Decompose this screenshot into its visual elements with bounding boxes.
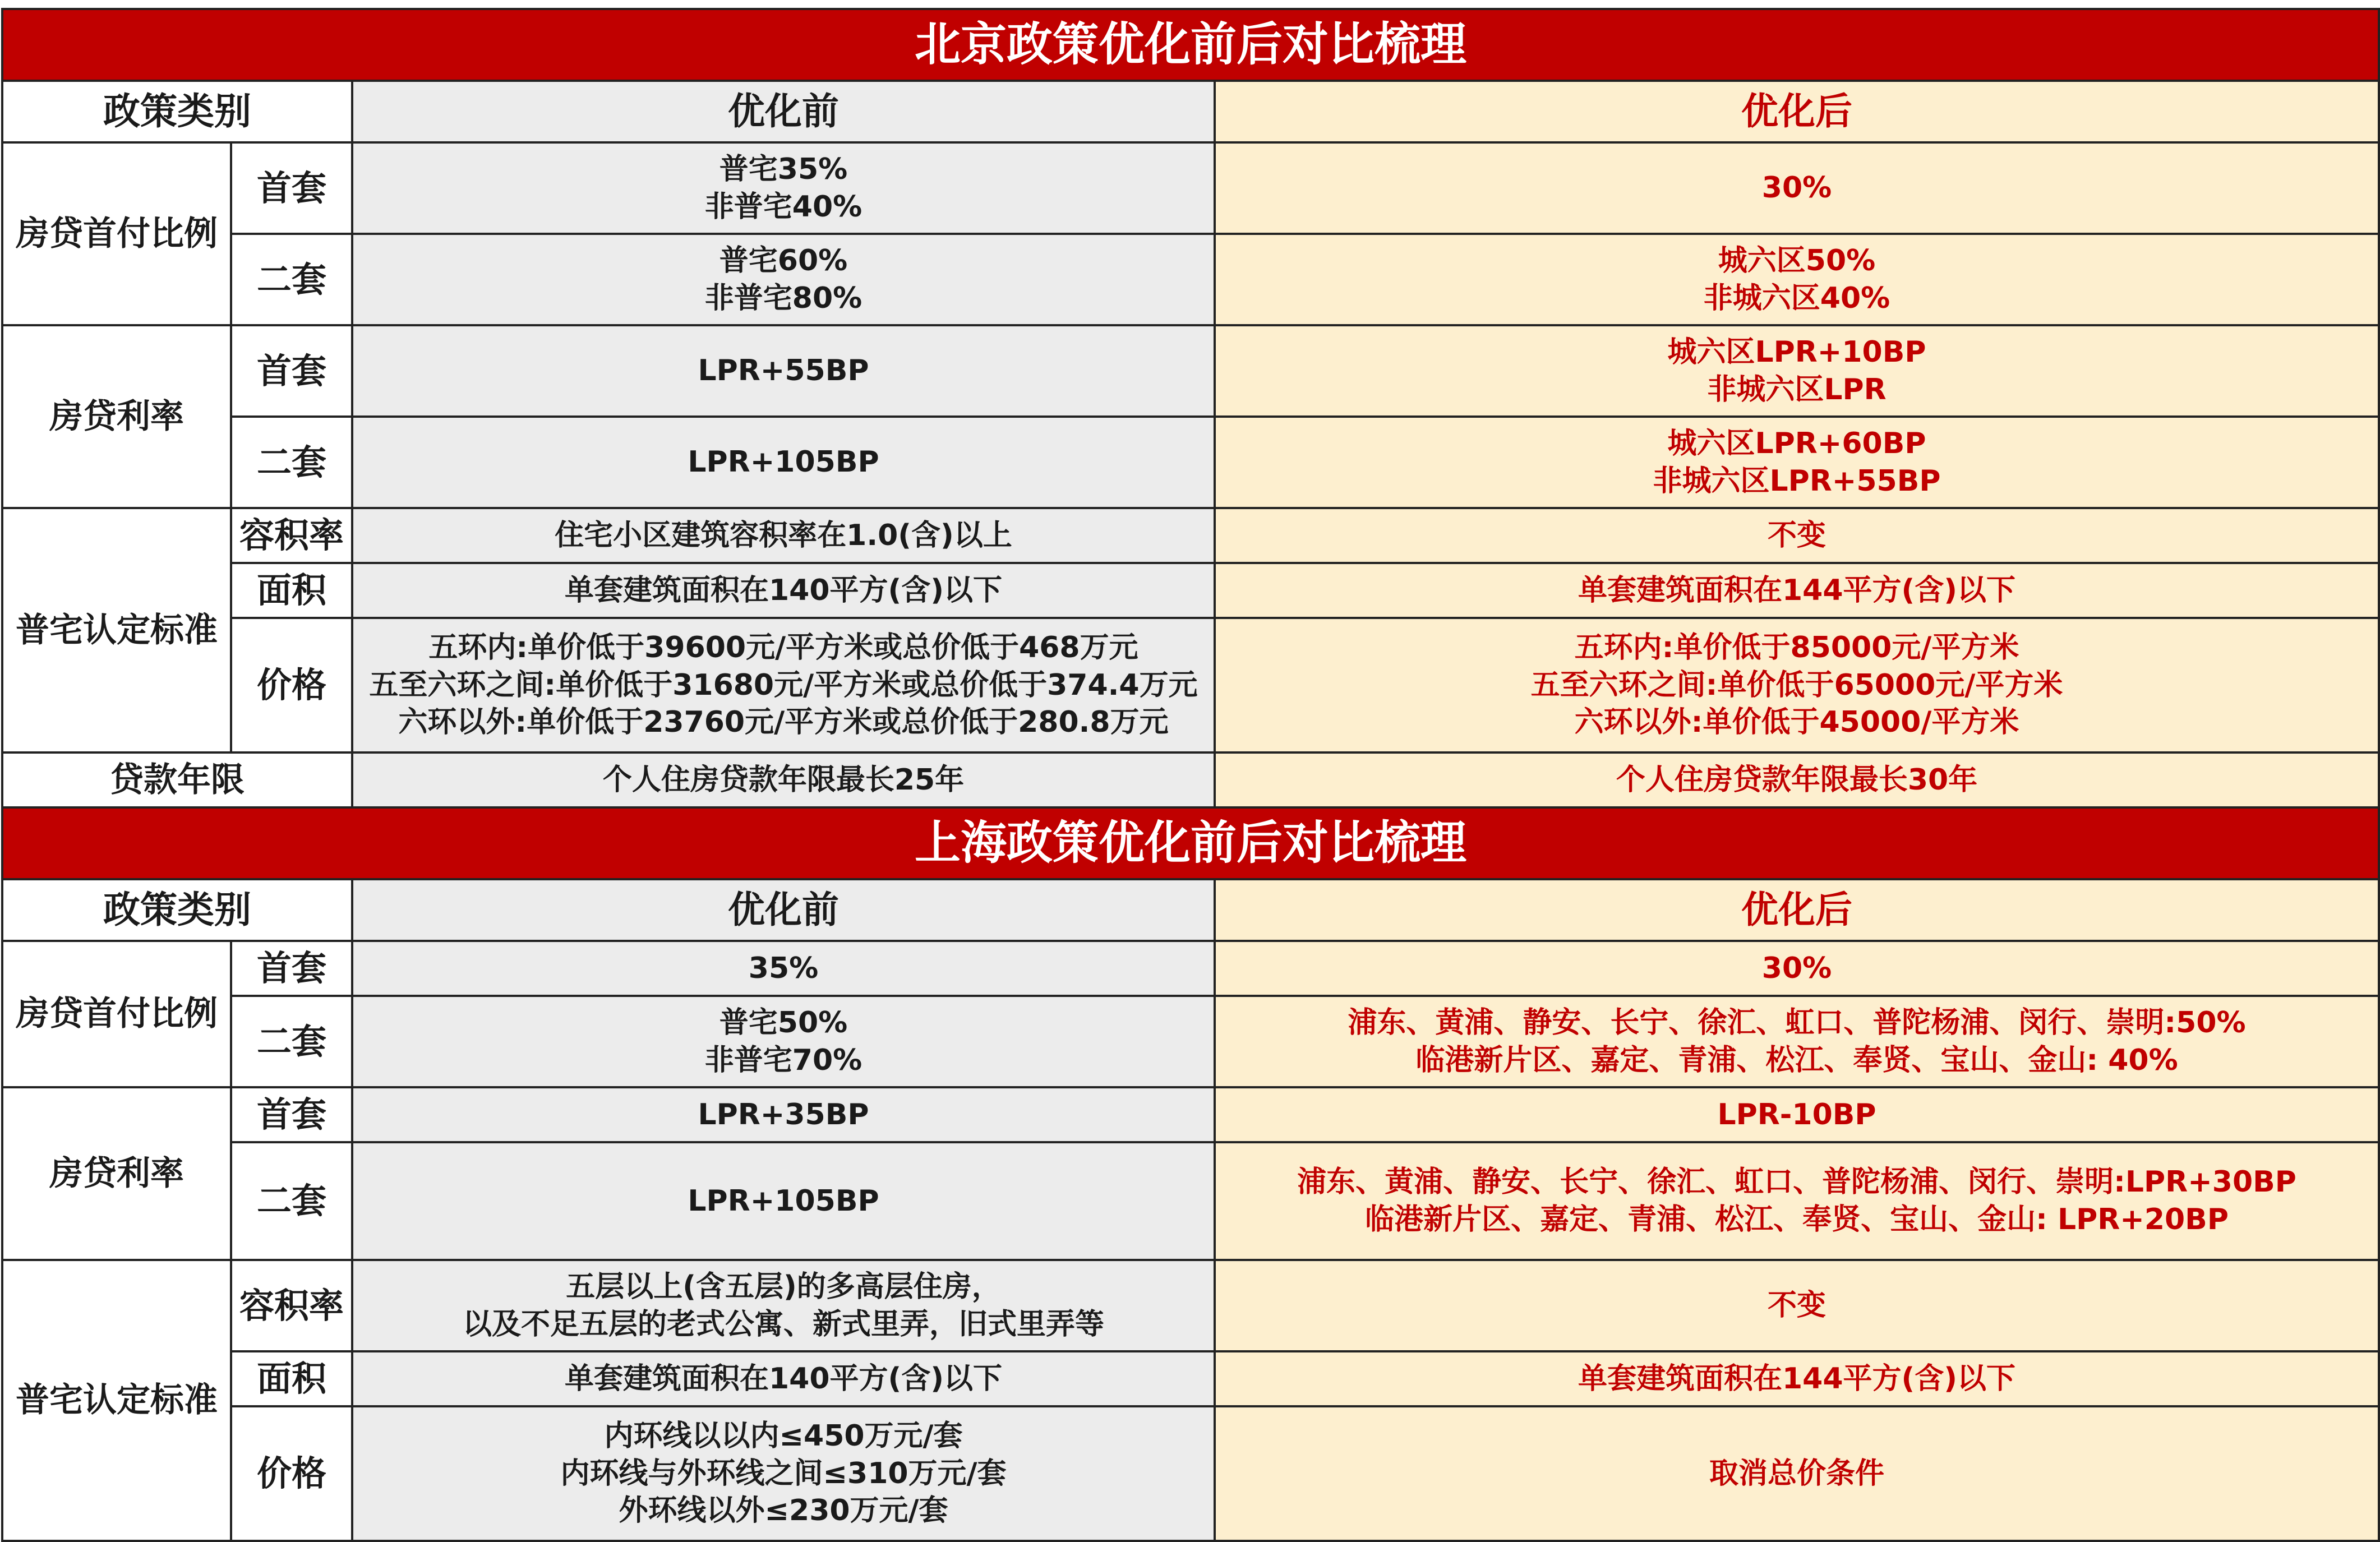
policy-comparison [1,8,2378,1542]
text-line: LPR-10BP [1717,1097,1876,1132]
text-line: 城六区LPR+60BP [1667,426,1926,460]
shanghai-standard-area-row [2,1351,2379,1406]
text-line: 取消总价条件 [1709,1456,1885,1490]
beijing-rate-second-row [2,417,2379,508]
beijing-loan-term-category: 贷款年限 [2,752,352,807]
shanghai-standard-plot-label: 容积率 [231,1260,352,1351]
text-line: 非普宅80% [704,281,862,315]
text-line: 普宅50% [719,1005,848,1040]
beijing-standard-price-after [1215,618,2379,752]
beijing-standard-area-before [352,563,1215,618]
beijing-down-payment-second-label: 二套 [231,234,352,325]
beijing-standard-price-before [352,618,1215,752]
text-line: 单套建筑面积在140平方(含)以下 [564,1361,1003,1396]
beijing-down-payment-first-before [352,142,1215,234]
text-line: 浦东、黄浦、静安、长宁、徐汇、虹口、普陀杨浦、闵行、崇明:50% [1348,1005,2246,1040]
text-line: 五环内:单价低于39600元/平方米或总价低于468万元 [428,631,1138,665]
text-line: 六环以外:单价低于45000/平方米 [1574,705,2019,740]
shanghai-down-payment-second-after [1215,996,2379,1087]
text-line: 以及不足五层的老式公寓、新式里弄，旧式里弄等 [462,1307,1104,1341]
shanghai-rate-first-after [1215,1087,2379,1142]
shanghai-standard-area-label: 面积 [231,1351,352,1406]
shanghai-header-row [2,879,2379,941]
shanghai-down-payment-second-before [352,996,1215,1087]
text-line: 城六区LPR+10BP [1667,335,1926,369]
shanghai-down-payment-first-after [1215,941,2379,996]
shanghai-down-payment-first-before [352,941,1215,996]
beijing-standard-plot-label: 容积率 [231,508,352,563]
shanghai-standard-price-label: 价格 [231,1406,352,1541]
text-line: 不变 [1768,1289,1826,1323]
shanghai-standard-plot-after [1215,1260,2379,1351]
text-line: 住宅小区建筑容积率在1.0(含)以上 [555,518,1012,552]
text-line: 非城六区LPR+55BP [1653,464,1941,498]
text-line: 普宅60% [719,243,848,278]
text-line: 浦东、黄浦、静安、长宁、徐汇、虹口、普陀杨浦、闵行、崇明:LPR+30BP [1297,1165,2296,1199]
text-line: 临港新片区、嘉定、青浦、松江、奉贤、宝山、金山: LPR+20BP [1365,1203,2229,1236]
text-line: 内环线以以内≤450万元/套 [604,1419,963,1453]
shanghai-down-payment-first-label: 首套 [231,941,352,996]
shanghai-down-payment-second-row [2,996,2379,1087]
text-line: 五至六环之间:单价低于31680元/平方米或总价低于374.4万元 [369,668,1198,702]
beijing-rate-second-after [1215,417,2379,508]
beijing-rate-first-label: 首套 [231,325,352,417]
text-line: LPR+35BP [698,1097,869,1132]
shanghai-header-before: 优化前 [352,879,1215,941]
shanghai-down-payment-category: 房贷首付比例 [2,941,231,1087]
shanghai-down-payment-first-row [2,941,2379,996]
beijing-standard-price-row [2,618,2379,752]
text-line: 35% [748,951,819,985]
shanghai-standard-price-row [2,1406,2379,1541]
text-line: LPR+105BP [688,1184,879,1218]
shanghai-standard-area-after [1215,1351,2379,1406]
shanghai-title: 上海政策优化前后对比梳理 [2,807,2379,879]
text-line: 非城六区40% [1703,281,1890,315]
beijing-loan-term-before [352,752,1215,807]
shanghai-rate-second-label: 二套 [231,1142,352,1260]
beijing-standard-area-label: 面积 [231,563,352,618]
text-line: 单套建筑面积在144平方(含)以下 [1578,1361,2016,1396]
shanghai-standard-price-before [352,1406,1215,1541]
text-line: 内环线与外环线之间≤310万元/套 [560,1456,1007,1490]
text-line: 外环线以外≤230万元/套 [619,1494,948,1528]
beijing-rate-first-row [2,325,2379,417]
beijing-down-payment-second-before [352,234,1215,325]
beijing-down-payment-first-label: 首套 [231,142,352,234]
text-line: 个人住房贷款年限最长30年 [1616,763,1978,797]
beijing-header-category: 政策类别 [2,81,352,142]
beijing-down-payment-second-after [1215,234,2379,325]
beijing-title: 北京政策优化前后对比梳理 [2,9,2379,81]
shanghai-header-category: 政策类别 [2,879,352,941]
beijing-rate-second-label: 二套 [231,417,352,508]
beijing-standard-area-row [2,563,2379,618]
beijing-header-row [2,81,2379,142]
shanghai-rate-category: 房贷利率 [2,1087,231,1260]
beijing-down-payment-first-after [1215,142,2379,234]
text-line: 六环以外:单价低于23760元/平方米或总价低于280.8万元 [398,705,1169,740]
text-line: 五环内:单价低于85000元/平方米 [1574,631,2019,665]
text-line: LPR+55BP [698,354,869,388]
beijing-rate-first-after [1215,325,2379,417]
text-line: 30% [1761,951,1832,985]
shanghai-standard-area-before [352,1351,1215,1406]
beijing-standard-plot-after [1215,508,2379,563]
beijing-loan-term-after [1215,752,2379,807]
beijing-standard-plot-row [2,508,2379,563]
text-line: 普宅35% [719,152,848,186]
shanghai-rate-second-row [2,1142,2379,1260]
shanghai-rate-first-label: 首套 [231,1087,352,1142]
beijing-down-payment-first-row [2,142,2379,234]
beijing-standard-category: 普宅认定标准 [2,508,231,752]
shanghai-down-payment-second-label: 二套 [231,996,352,1087]
text-line: LPR+105BP [688,445,879,479]
text-line: 30% [1761,171,1832,205]
beijing-loan-term-row [2,752,2379,807]
shanghai-standard-price-after [1215,1406,2379,1541]
text-line: 临港新片区、嘉定、青浦、松江、奉贤、宝山、金山: 40% [1415,1043,2178,1077]
beijing-header-before: 优化前 [352,81,1215,142]
text-line: 非城六区LPR [1707,372,1887,407]
beijing-header-after: 优化后 [1215,81,2379,142]
shanghai-rate-second-after [1215,1142,2379,1260]
text-line: 五至六环之间:单价低于65000元/平方米 [1530,668,2063,702]
shanghai-rate-second-before [352,1142,1215,1260]
beijing-standard-area-after [1215,563,2379,618]
beijing-standard-plot-before [352,508,1215,563]
policy-table [1,8,2380,1542]
beijing-rate-second-before [352,417,1215,508]
text-line: 非普宅40% [704,190,862,224]
shanghai-standard-plot-before [352,1260,1215,1351]
shanghai-title-row [2,807,2379,879]
beijing-down-payment-second-row [2,234,2379,325]
shanghai-standard-category: 普宅认定标准 [2,1260,231,1541]
shanghai-header-after: 优化后 [1215,879,2379,941]
shanghai-standard-plot-row [2,1260,2379,1351]
text-line: 不变 [1768,518,1826,552]
beijing-down-payment-category: 房贷首付比例 [2,142,231,325]
beijing-standard-price-label: 价格 [231,618,352,752]
text-line: 单套建筑面积在140平方(含)以下 [564,573,1003,607]
shanghai-rate-first-row [2,1087,2379,1142]
beijing-rate-category: 房贷利率 [2,325,231,508]
shanghai-rate-first-before [352,1087,1215,1142]
beijing-rate-first-before [352,325,1215,417]
text-line: 非普宅70% [704,1043,862,1077]
text-line: 五层以上(含五层)的多高层住房， [566,1269,1001,1304]
text-line: 个人住房贷款年限最长25年 [602,763,965,797]
text-line: 城六区50% [1718,243,1876,278]
beijing-title-row [2,9,2379,81]
text-line: 单套建筑面积在144平方(含)以下 [1578,573,2016,607]
